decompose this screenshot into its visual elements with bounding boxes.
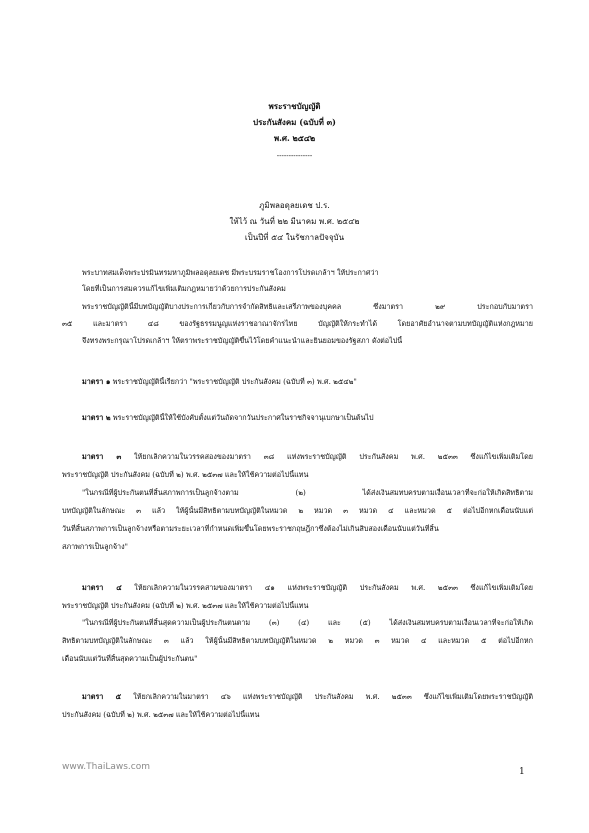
section-label: มาตรา ๑ <box>82 377 111 386</box>
reign-year: เป็นปีที่ ๕๔ ในรัชกาลปัจจุบัน <box>244 233 345 242</box>
section-1: มาตรา ๑ พระราชบัญญัตินี้เรียกว่า "พระราชบัญญัติ ประกันสังคม (ฉบับที่ ๓) พ.ศ. ๒๕๔๒" <box>82 377 357 386</box>
section-label: มาตรา ๔ <box>82 583 122 592</box>
section-3-line: พระราชบัญญัติ ประกันสังคม (ฉบับที่ ๒) พ.ศ. ๒๕๓๗ และให้ใช้ความต่อไปนี้แทน <box>62 470 309 479</box>
preamble-line: พระบาทสมเด็จพระปรมินทรมหาภูมิพลอดุลยเดช มีพระบรมราชโองการโปรดเกล้าฯ ให้ประกาศว่า <box>82 268 379 277</box>
section-4-line: เดือนนับแต่วันที่สิ้นสุดความเป็นผู้ประกันตน" <box>62 654 198 663</box>
section-4-line: สิทธิตามบทบัญญัติในลักษณะ ๓ แล้ว ให้ผู้นั้นมีสิทธิตามบทบัญญัติในหมวด ๒ หมวด ๓ หมวด ๔ และหมวด ๕ ต่อไปอีกหก <box>62 636 533 645</box>
section-3-line: "ในกรณีที่ผู้ประกันตนที่สิ้นสภาพการเป็นลูกจ้างตาม (๒) ได้ส่งเงินสมทบครบตามเงื่อนเวลาที่จะก่อให้เกิดสิทธิตาม <box>82 488 533 497</box>
footer-url[interactable]: www.ThaiLaws.com <box>62 762 150 772</box>
section-label: มาตรา ๕ <box>82 692 122 701</box>
section-3-line: สภาพการเป็นลูกจ้าง" <box>62 542 128 551</box>
given-date: ให้ไว้ ณ วันที่ ๒๒ มีนาคม พ.ศ. ๒๕๔๒ <box>229 217 360 226</box>
section-5-line: ประกันสังคม (ฉบับที่ ๒) พ.ศ. ๒๕๓๗ และให้ใช้ความต่อไปนี้แทน <box>62 710 260 719</box>
law-title: พระราชบัญญัติ <box>268 101 321 111</box>
section-4-line: "ในกรณีที่ผู้ประกันตนที่สิ้นสุดความเป็นผู้ประกันตนตาม (๓) (๔) และ (๕) ได้ส่งเงินสมทบครบตามเงื่อนเวลาที่จะก่อให้เกิด <box>82 618 533 627</box>
section-label: มาตรา ๓ <box>82 452 122 461</box>
page-number: 1 <box>519 767 525 777</box>
preamble-line: ๓๕ และมาตรา ๔๘ ของรัฐธรรมนูญแห่งราชอาณาจักรไทย บัญญัติให้กระทำได้ โดยอาศัยอำนาจตามบทบัญญัติแห่งกฎหมาย <box>62 319 533 328</box>
preamble-line: โดยที่เป็นการสมควรแก้ไขเพิ่มเติมกฎหมายว่าด้วยการประกันสังคม <box>82 284 286 293</box>
law-year: พ.ศ. ๒๕๔๒ <box>273 133 316 143</box>
preamble-line: จึงทรงพระกรุณาโปรดเกล้าฯ ให้ตราพระราชบัญญัติขึ้นไว้โดยคำแนะนำและยินยอมของรัฐสภา ดังต่อไปนี้ <box>82 336 403 345</box>
law-subtitle: ประกันสังคม (ฉบับที่ ๓) <box>253 117 336 127</box>
section-3-line: บทบัญญัติในลักษณะ ๓ แล้ว ให้ผู้นั้นมีสิทธิตามบทบัญญัติในหมวด ๒ หมวด ๓ หมวด ๔ และหมวด ๕ ต่อไปอีกหกเดือนนับแต่ <box>62 506 533 515</box>
section-4-line: พระราชบัญญัติ ประกันสังคม (ฉบับที่ ๒) พ.ศ. ๒๕๓๗ และให้ใช้ความต่อไปนี้แทน <box>62 601 309 610</box>
preamble-line: พระราชบัญญัตินี้มีบทบัญญัติบางประการเกี่ยวกับการจำกัดสิทธิและเสรีภาพของบุคคล ซึ่งมาตรา ๒๙ ประกอบกับมาตรา <box>82 302 533 311</box>
title-divider: --------------- <box>276 152 313 160</box>
section-label: มาตรา ๒ <box>82 413 111 422</box>
section-3-line: มาตรา ๓ ให้ยกเลิกความในวรรคสองของมาตรา ๓๘ แห่งพระราชบัญญัติ ประกันสังคม พ.ศ. ๒๕๓๓ ซึ่งแก้ไขเพิ่มเติมโดย <box>82 452 533 461</box>
section-4-line: มาตรา ๔ ให้ยกเลิกความในวรรคสามของมาตรา ๔๑ แห่งพระราชบัญญัติ ประกันสังคม พ.ศ. ๒๕๓๓ ซึ่งแก้ไขเพิ่มเติมโดย <box>82 583 533 592</box>
royal-signature: ภูมิพลอดุลยเดช ป.ร. <box>259 201 330 210</box>
section-3-line: วันที่สิ้นสภาพการเป็นลูกจ้างหรือตามระยะเวลาที่กำหนดเพิ่มขึ้นโดยพระราชกฤษฎีกาซึ่งต้องไม่เกินสิบสองเดือนนับแต่วันที่สิ้น <box>62 524 439 533</box>
section-5-line: มาตรา ๕ ให้ยกเลิกความในมาตรา ๔๖ แห่งพระราชบัญญัติ ประกันสังคม พ.ศ. ๒๕๓๓ ซึ่งแก้ไขเพิ่มเติมโดยพระราชบัญญัติ <box>82 692 533 701</box>
section-2: มาตรา ๒ พระราชบัญญัตินี้ให้ใช้บังคับตั้งแต่วันถัดจากวันประกาศในราชกิจจานุเบกษาเป็นต้นไป <box>82 413 374 422</box>
